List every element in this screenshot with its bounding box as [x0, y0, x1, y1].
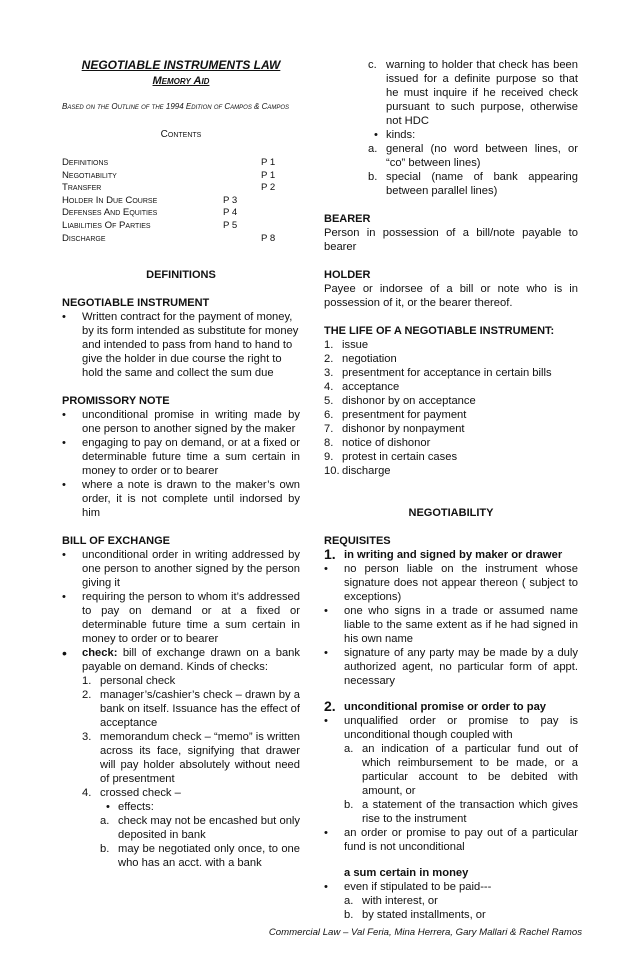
toc-row [62, 169, 300, 182]
toc-row [62, 156, 300, 169]
list-item: • unconditional promise in writing made by one person to another signed by the maker [62, 409, 300, 436]
list-item: 4. acceptance [324, 381, 400, 393]
list-item: 1. issue [324, 339, 369, 351]
term-negotiable-instrument: NEGOTIABLE INSTRUMENT [62, 297, 210, 310]
bullet-icon: • [62, 409, 66, 422]
crossed-check-effects-label [100, 800, 300, 814]
list-item: • engaging to pay on demand, or at a fixed or determinable future time a sum certain in money to order or to bearer [62, 437, 300, 478]
list-item: 8. notice of dishonor [324, 437, 431, 449]
bullet-icon: • [324, 605, 328, 617]
list-item: • even if stipulated to be paid--- a. with interest, or b. by stated installments, or [324, 880, 578, 922]
check-kinds-list [82, 674, 300, 870]
list-item: • where a note is drawn to the maker’s own order, it is not complete until indorsed by him [62, 479, 300, 520]
table-of-contents [62, 156, 300, 244]
bearer-definition: Person in possession of a bill/note payable to bearer [324, 227, 578, 253]
list-item: b. a statement of the transaction which gives rise to the instrument [344, 799, 578, 825]
list-item: 6. presentment for payment [324, 409, 467, 421]
crossed-check-kinds-list [368, 142, 578, 198]
crossed-check-effects-list-continued [368, 58, 578, 128]
toc-page: P 1 [261, 157, 276, 168]
bullet-icon: • [62, 437, 66, 450]
list-item: • an order or promise to pay out of a particular fund is not unconditional [324, 827, 578, 853]
list-item: • Written contract for the payment of money, by its form intended as substitute for money and intended to pass from hand to hand to give the holder in due course the right to hold the same and collect the sum due [62, 311, 299, 380]
negotiable-instrument-list [62, 310, 300, 380]
bullet-icon: • [324, 647, 328, 659]
list-item: 10. discharge [324, 465, 391, 477]
list-item: 4. crossed check – • effects: a. check may not be encashed but only deposited in bank b. may be negotiated only once, to one who has an acct. with a bank [82, 787, 300, 870]
requisites-heading: REQUISITES [324, 535, 391, 547]
list-item: a. general (no word between lines, or “co” between lines) [368, 143, 578, 169]
list-item: b. by stated installments, or [344, 909, 486, 921]
bullet-icon: • [62, 549, 66, 562]
toc-page: P 4 [223, 207, 238, 219]
term-promissory-note: PROMISSORY NOTE [62, 395, 170, 408]
toc-page: P 1 [261, 169, 276, 181]
toc-page: P 5 [223, 219, 238, 231]
toc-label: Definitions [62, 157, 109, 168]
sum-certain-list [324, 880, 578, 922]
requisite-2-title: 2. unconditional promise or order to pay [324, 698, 547, 714]
toc-label: Holder In Due Course [62, 194, 158, 206]
list-item: • unqualified order or promise to pay is unconditional though coupled with a. an indication of a particular fund out of which reimbursement to be made, or a particular account to be debited with amount, or b. a statement of the transaction which gives rise to the instrument [324, 715, 578, 825]
definitions-heading: DEFINITIONS [146, 269, 216, 282]
toc-row [62, 206, 300, 219]
toc-row [62, 232, 300, 245]
list-item: • effects: [106, 801, 154, 814]
based-on-note: Based on the Outline of the 1994 Edition of Campos & Campos [62, 102, 290, 111]
right-column [324, 58, 578, 922]
list-item: • check: bill of exchange drawn on a bank payable on demand. Kinds of checks: 1. personal check 2. manager’s/cashier’s check – drawn by a bank on itself. Issuance has the effect of acceptance 3. memorandum check – “memo” is written across its face, signifying that drawer will pay holder absolutely without need of presentment 4. crossed check – • effects: a. check may not be encashed but only deposited in bank b. may be negotiated only once, to one who has an acct. with a bank [62, 645, 300, 870]
bullet-icon: • [62, 645, 67, 662]
bullet-icon: • [324, 881, 328, 893]
requisite-1-title: 1. in writing and signed by maker or drawer [324, 546, 563, 562]
list-item: • one who signs in a trade or assumed name liable to the same extent as if he had signed in his own name [324, 605, 578, 645]
negotiability-heading: NEGOTIABILITY [408, 507, 494, 519]
list-item: a. an indication of a particular fund out of which reimbursement to be made, or a particular account to be debited with amount, or [344, 743, 578, 797]
list-item: b. special (name of bank appearing between parallel lines) [368, 171, 578, 197]
list-item: 1. personal check [82, 675, 176, 688]
term-life-of-instrument: THE LIFE OF A NEGOTIABLE INSTRUMENT: [324, 325, 555, 337]
list-item: 3. memorandum check – “memo” is written across its face, signifying that drawer will pay holder absolutely without need of presentment [82, 731, 300, 786]
crossed-check-continuation [324, 58, 578, 198]
toc-page: P 2 [261, 182, 276, 194]
toc-page: P 8 [261, 232, 276, 244]
holder-definition: Payee or indorsee of a bill or note who is in possession of it, or the bearer thereof. [324, 283, 578, 309]
bill-of-exchange-list [62, 548, 300, 870]
requisite-1-list [324, 562, 578, 688]
toc-row [62, 194, 300, 207]
toc-label: Defenses And Equities [62, 207, 158, 219]
requisite-2-list [324, 714, 578, 854]
term-holder: HOLDER [324, 269, 371, 281]
bullet-icon: • [324, 563, 328, 575]
list-item: 5. dishonor by on acceptance [324, 395, 476, 407]
requisite-2-sub-list [344, 742, 578, 826]
list-item: 3. presentment for acceptance in certain bills [324, 367, 552, 379]
term-bill-of-exchange: BILL OF EXCHANGE [62, 535, 170, 548]
sum-certain-sub-list [344, 894, 578, 922]
bullet-icon: • [62, 591, 66, 604]
page-footer: Commercial Law – Val Feria, Mina Herrera, Gary Mallari & Rachel Ramos [268, 927, 582, 938]
sum-certain-title: a sum certain in money [344, 867, 469, 879]
list-item: • requiring the person to whom it’s addressed to pay on demand or at a fixed or determinable future time a sum certain in money to order or to bearer [62, 591, 300, 646]
list-item: • kinds: [374, 129, 416, 141]
toc-row [62, 219, 300, 232]
list-item: 2. negotiation [324, 353, 397, 365]
list-item: a. with interest, or [344, 895, 438, 907]
contents-heading: Contents [160, 129, 202, 140]
document-subtitle: Memory Aid [152, 75, 210, 87]
promissory-note-list [62, 408, 300, 520]
list-item: • no person liable on the instrument whose signature does not appear thereon ( subject to exceptions) [324, 563, 578, 603]
list-item: c. warning to holder that check has been issued for a definite purpose so that he must inquire if he received check pursuant to such purpose, otherwise not HDC [368, 59, 578, 127]
list-item: 7. dishonor by nonpayment [324, 423, 465, 435]
bullet-icon: • [324, 715, 328, 727]
list-item: b. may be negotiated only once, to one who has an acct. with a bank [100, 843, 300, 870]
list-item: • signature of any party may be made by a duly authorized agent, no particular form of appt. necessary [324, 647, 578, 687]
list-item: 2. manager’s/cashier’s check – drawn by a bank on itself. Issuance has the effect of acceptance [82, 689, 300, 730]
toc-label: Transfer [62, 182, 102, 194]
toc-row [62, 181, 300, 194]
bullet-icon: • [106, 801, 110, 814]
term-bearer: BEARER [324, 213, 371, 225]
toc-label: Negotiability [62, 169, 117, 181]
document-title: NEGOTIABLE INSTRUMENTS LAW [81, 58, 281, 72]
crossed-check-kinds-label [368, 128, 578, 142]
list-item: 9. protest in certain cases [324, 451, 458, 463]
toc-page: P 3 [223, 194, 238, 206]
list-item: a. check may not be encashed but only deposited in bank [100, 815, 300, 842]
crossed-check-effects-list [100, 814, 300, 870]
toc-label: Liabilities Of Parties [62, 219, 151, 231]
life-steps-list [324, 338, 578, 478]
toc-label: Discharge [62, 232, 106, 244]
bullet-icon: • [374, 129, 378, 141]
left-column [62, 58, 300, 870]
check-label: check: [82, 647, 118, 660]
bullet-icon: • [62, 479, 66, 492]
bullet-icon: • [324, 827, 328, 839]
bullet-icon: • [62, 311, 66, 324]
list-item: • unconditional order in writing addressed by one person to another signed by the person giving it [62, 549, 300, 590]
